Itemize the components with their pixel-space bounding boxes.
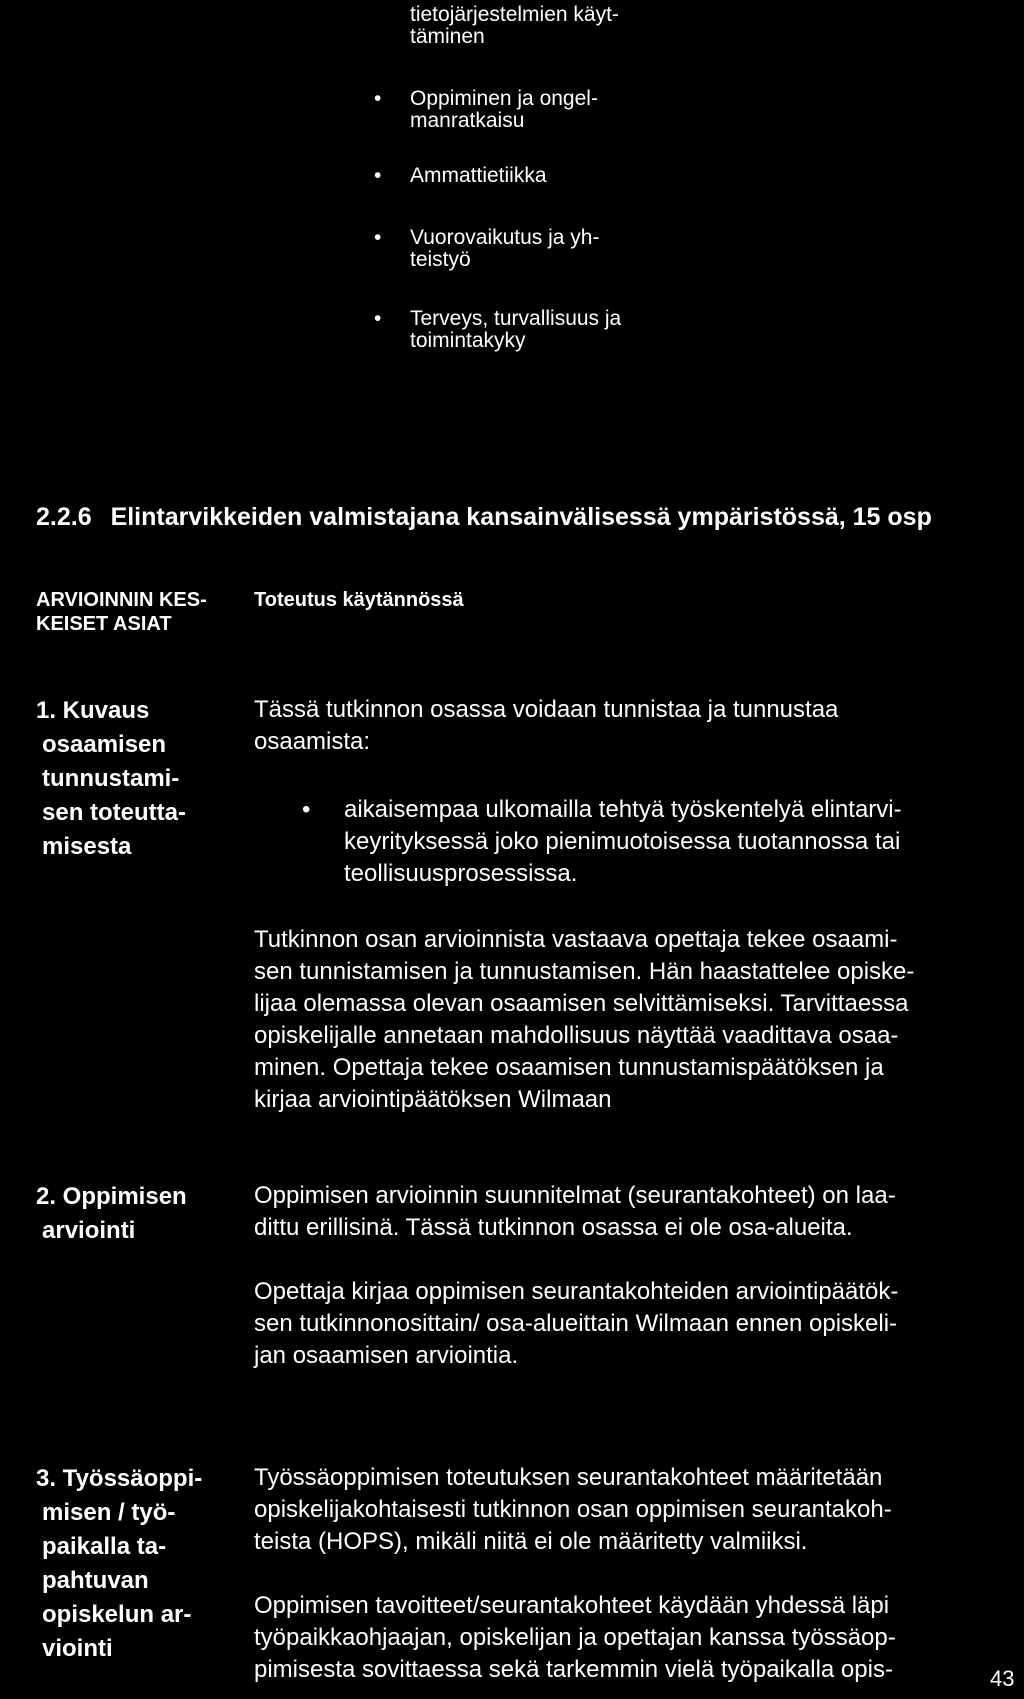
row-label-line: 1. Kuvaus [36,697,150,724]
paragraph-line: pimisesta sovittaessa sekä tarkemmin vielä työpaikalla opis- [254,1656,893,1683]
row-label-line: tunnustami- [42,765,180,792]
row-content [254,694,1014,758]
paragraph-line: opiskelijalle annetaan mahdollisuus näyttää vaadittava osaa- [254,1022,899,1049]
row-label [36,1462,202,1666]
paragraph-line: jan osaamisen arviointia. [254,1342,519,1369]
bullet-line: teollisuusprosessissa. [344,860,578,887]
row-label-line: misen / työ- [42,1499,176,1526]
paragraph-line: sen tutkinnonosittain/ osa-alueittain Wilmaan ennen opiskeli- [254,1310,898,1337]
table-header-col1-line: KEISET ASIAT [36,613,172,635]
bullet-icon: • [374,226,382,249]
list-item-line: Vuorovaikutus ja yh- [410,226,600,249]
paragraph-line: Tutkinnon osan arvioinnista vastaava opettaja tekee osaami- [254,926,898,953]
paragraph-line: Tässä tutkinnon osassa voidaan tunnistaa ja tunnustaa [254,696,839,723]
bullet-line: aikaisempaa ulkomailla tehtyä työskentelyä elintarvi- [344,796,902,823]
section-title: Elintarvikkeiden valmistajana kansainvälisessä ympäristössä, 15 osp [110,503,932,531]
paragraph-line: Työssäoppimisen toteutuksen seurantakohteet määritetään [254,1464,883,1491]
list-item-line: Oppiminen ja ongel- [410,87,598,110]
row-paragraph [254,924,1024,1116]
row-label-line: pahtuvan [42,1567,149,1594]
list-item-line: manratkaisu [410,109,525,132]
paragraph-line: minen. Opettaja tekee osaamisen tunnustamispäätöksen ja [254,1054,884,1081]
list-continued-line: täminen [410,25,485,48]
table-header-col2: Toteutus käytännössä [254,589,464,611]
row-label-line: 2. Oppimisen [36,1183,187,1210]
list-item-line: teistyö [410,248,471,271]
row-label-line: osaamisen [42,731,167,758]
row-label-line: misesta [42,833,132,860]
paragraph-line: opiskelijakohtaisesti tutkinnon osan oppimisen seurantakoh- [254,1496,892,1523]
paragraph-line: Oppimisen tavoitteet/seurantakohteet käydään yhdessä läpi [254,1592,890,1619]
row-label-line: 3. Työssäoppi- [36,1465,203,1492]
table-header-col1 [36,588,207,636]
bullet-icon: • [374,307,382,330]
list-continued-line: tietojärjestelmien käyt- [410,3,619,26]
list-item-line: Terveys, turvallisuus ja [410,307,622,330]
paragraph-line: kirjaa arviointipäätöksen Wilmaan [254,1086,612,1113]
bullet-icon: • [374,164,382,187]
paragraph-line: Oppimisen arvioinnin suunnitelmat (seurantakohteet) on laa- [254,1182,896,1209]
row-label-line: paikalla ta- [42,1533,167,1560]
row-label-line: arviointi [42,1217,136,1244]
row-label [36,694,186,864]
page-number: 43 [990,1666,1015,1691]
paragraph-line: teista (HOPS), mikäli niitä ei ole määritetty valmiiksi. [254,1528,808,1555]
paragraph-line: lijaa olemassa olevan osaamisen selvittämiseksi. Tarvittaessa [254,990,909,1017]
row-label-line: sen toteutta- [42,799,186,826]
row-label [36,1180,187,1248]
paragraph-line: sen tunnistamisen ja tunnustamisen. Hän haastattelee opiske- [254,958,915,985]
paragraph-line: osaamista: [254,728,371,755]
paragraph-line: Opettaja kirjaa oppimisen seurantakohteiden arviointipäätök- [254,1278,899,1305]
row-label-line: viointi [42,1635,113,1662]
row-label-line: opiskelun ar- [42,1601,192,1628]
paragraph-line: työpaikkaohjaajan, opiskelijan ja opettajan kanssa työssäop- [254,1624,896,1651]
row-paragraph [254,1276,1024,1372]
paragraph-line: dittu erillisinä. Tässä tutkinnon osassa ei ole osa-alueita. [254,1214,853,1241]
row-paragraph [254,1590,1024,1686]
row-paragraph [254,1462,1024,1558]
row-paragraph [254,1180,1024,1244]
section-number: 2.2.6 [36,503,92,531]
list-item-line: Ammattietiikka [410,164,547,187]
list-item-line: toimintakyky [410,329,526,352]
table-header-col1-line: ARVIOINNIN KES- [36,589,207,611]
bullet-icon: • [374,87,382,110]
bullet-line: keyrityksessä joko pienimuotoisessa tuotannossa tai [344,828,901,855]
bullet-icon: • [302,796,311,823]
section-heading [36,502,932,532]
